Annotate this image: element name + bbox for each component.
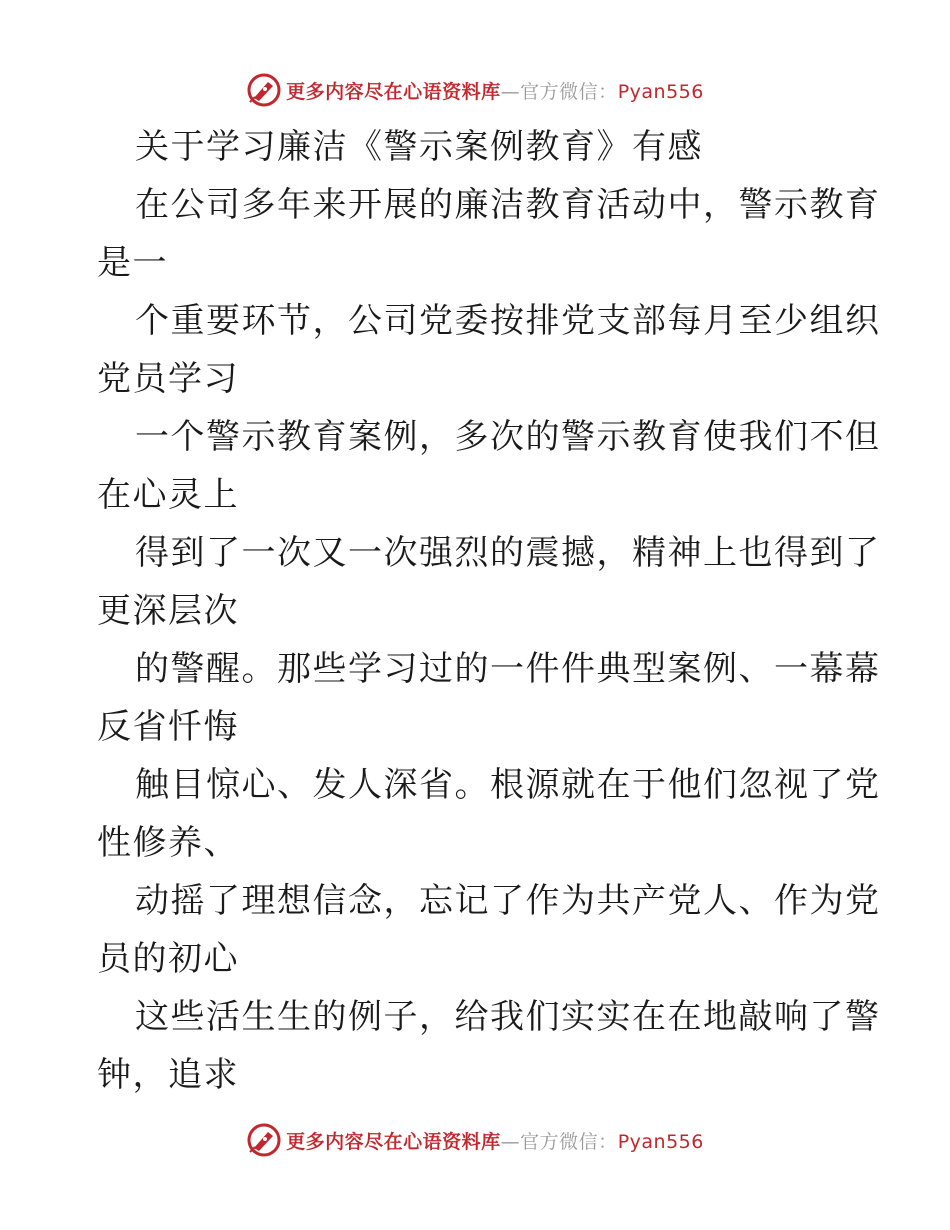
footer-wechat-id: Pyan556 [617, 1130, 704, 1153]
pen-nib-logo-icon [246, 72, 282, 108]
header-banner [0, 70, 950, 110]
footer-brand-text: 更多内容尽在心语资料库 [286, 1130, 501, 1153]
text-line: 性修养、 [97, 823, 239, 863]
header-wechat-id: Pyan556 [617, 80, 704, 103]
header-separator: — [500, 80, 521, 103]
footer-wechat-label: 官方微信： [520, 1130, 618, 1153]
text-line: 个重要环节，公司党委按排党支部每月至少组织 [135, 301, 881, 341]
text-line: 员的初心 [97, 939, 239, 979]
pen-nib-logo-icon [246, 1122, 282, 1158]
text-line: 的警醒。那些学习过的一件件典型案例、一幕幕 [135, 649, 881, 689]
text-line: 这些活生生的例子，给我们实实在在地敲响了警 [135, 997, 881, 1037]
text-line: 一个警示教育案例，多次的警示教育使我们不但 [135, 417, 881, 457]
footer-banner [0, 1120, 950, 1160]
document-title: 关于学习廉洁《警示案例教育》有感 [135, 127, 703, 167]
text-line: 反省忏悔 [97, 707, 239, 747]
text-line: 在公司多年来开展的廉洁教育活动中，警示教育 [135, 185, 881, 225]
text-line: 触目惊心、发人深省。根源就在于他们忽视了党 [135, 765, 881, 805]
text-line: 更深层次 [97, 591, 239, 631]
text-line: 党员学习 [97, 359, 239, 399]
footer-separator: — [500, 1130, 521, 1153]
header-wechat-label: 官方微信： [520, 80, 618, 103]
text-line: 是一 [97, 243, 168, 283]
text-line: 动摇了理想信念，忘记了作为共产党人、作为党 [135, 881, 881, 921]
header-brand-text: 更多内容尽在心语资料库 [286, 80, 501, 103]
text-line: 钟，追求 [97, 1055, 239, 1095]
document-body [97, 118, 881, 1104]
text-line: 得到了一次又一次强烈的震撼，精神上也得到了 [135, 533, 881, 573]
text-line: 在心灵上 [97, 475, 239, 515]
